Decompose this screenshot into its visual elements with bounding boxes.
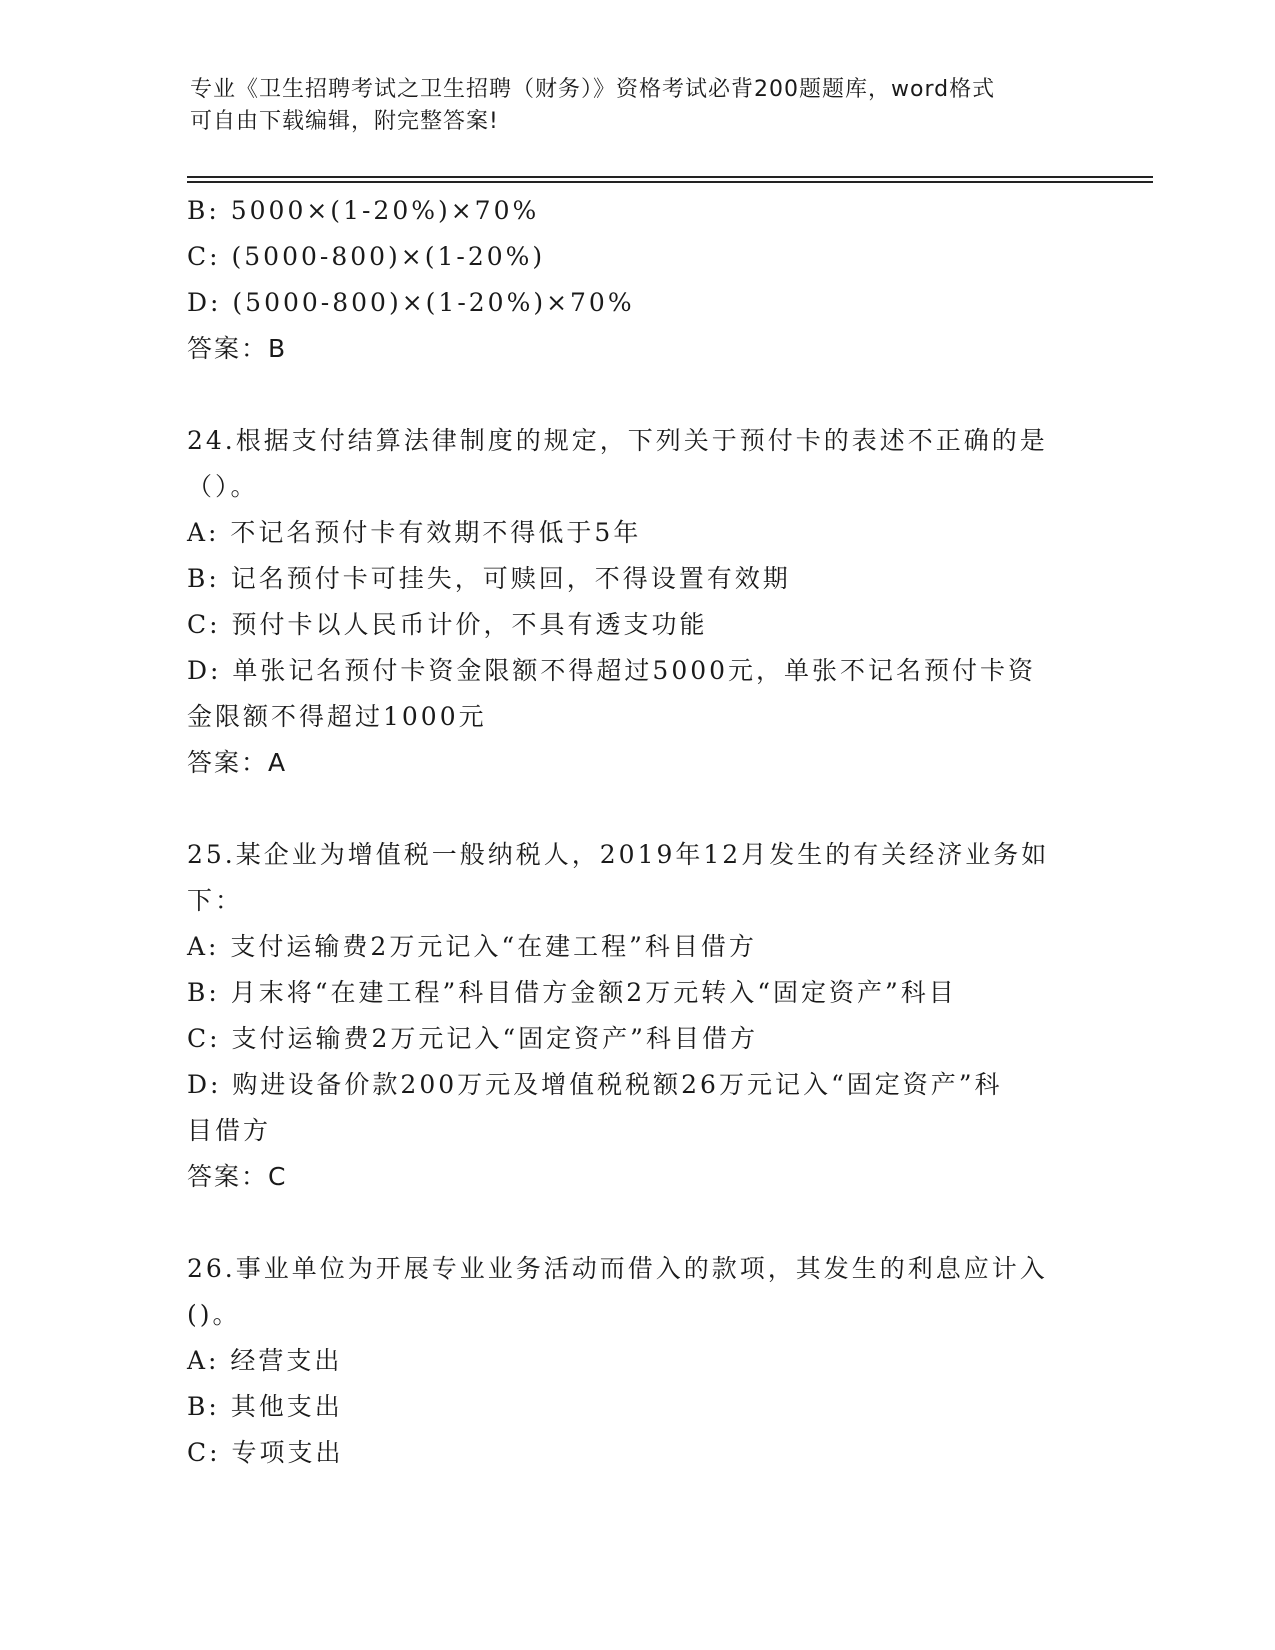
option-a: A: 不记名预付卡有效期不得低于5年 xyxy=(187,518,642,547)
option-d: D: 单张记名预付卡资金限额不得超过5000元，单张不记名预付卡资 xyxy=(187,656,1037,685)
question-list xyxy=(187,188,1087,1476)
question-stem-continued: ()。 xyxy=(187,1300,241,1329)
option-d: D: (5000-800)×(1-20%)×70% xyxy=(187,288,635,317)
option-a: A: 经营支出 xyxy=(187,1346,343,1375)
option-b: B: 月末将“在建工程”科目借方金额2万元转入“固定资产”科目 xyxy=(187,978,957,1007)
spacer xyxy=(187,1200,1087,1246)
spacer xyxy=(187,786,1087,832)
header-title-line-2: 可自由下载编辑，附完整答案! xyxy=(190,109,499,134)
option-d-continued: 金限额不得超过1000元 xyxy=(187,702,487,731)
answer: 答案：A xyxy=(187,748,288,777)
option-c: C: 预付卡以人民币计价，不具有透支功能 xyxy=(187,610,708,639)
option-d-continued: 目借方 xyxy=(187,1116,272,1145)
option-b: B: 其他支出 xyxy=(187,1392,343,1421)
option-c: C: (5000-800)×(1-20%) xyxy=(187,242,546,271)
question-25 xyxy=(187,832,1087,1200)
question-stem: 24.根据支付结算法律制度的规定，下列关于预付卡的表述不正确的是 xyxy=(187,426,1048,455)
question-stem-continued: （）。 xyxy=(187,472,259,501)
option-c: C: 支付运输费2万元记入“固定资产”科目借方 xyxy=(187,1024,758,1053)
question-24 xyxy=(187,418,1087,786)
document-header xyxy=(190,74,1090,138)
question-26 xyxy=(187,1246,1087,1476)
option-d: D: 购进设备价款200万元及增值税税额26万元记入“固定资产”科 xyxy=(187,1070,1003,1099)
question-23-tail xyxy=(187,188,1087,372)
header-divider-top xyxy=(187,176,1153,178)
answer: 答案：B xyxy=(187,334,288,363)
spacer xyxy=(187,372,1087,418)
header-title-line-1: 专业《卫生招聘考试之卫生招聘（财务）》资格考试必背200题题库，word格式 xyxy=(190,77,996,102)
header-divider-bottom xyxy=(187,181,1153,183)
option-a: A: 支付运输费2万元记入“在建工程”科目借方 xyxy=(187,932,757,961)
question-stem-continued: 下： xyxy=(187,886,244,915)
question-stem: 25.某企业为增值税一般纳税人，2019年12月发生的有关经济业务如 xyxy=(187,840,1050,869)
answer: 答案：C xyxy=(187,1162,288,1191)
question-stem: 26.事业单位为开展专业业务活动而借入的款项，其发生的利息应计入 xyxy=(187,1254,1048,1283)
option-c: C: 专项支出 xyxy=(187,1438,344,1467)
option-b: B: 5000×(1-20%)×70% xyxy=(187,196,540,225)
option-b: B: 记名预付卡可挂失，可赎回，不得设置有效期 xyxy=(187,564,791,593)
